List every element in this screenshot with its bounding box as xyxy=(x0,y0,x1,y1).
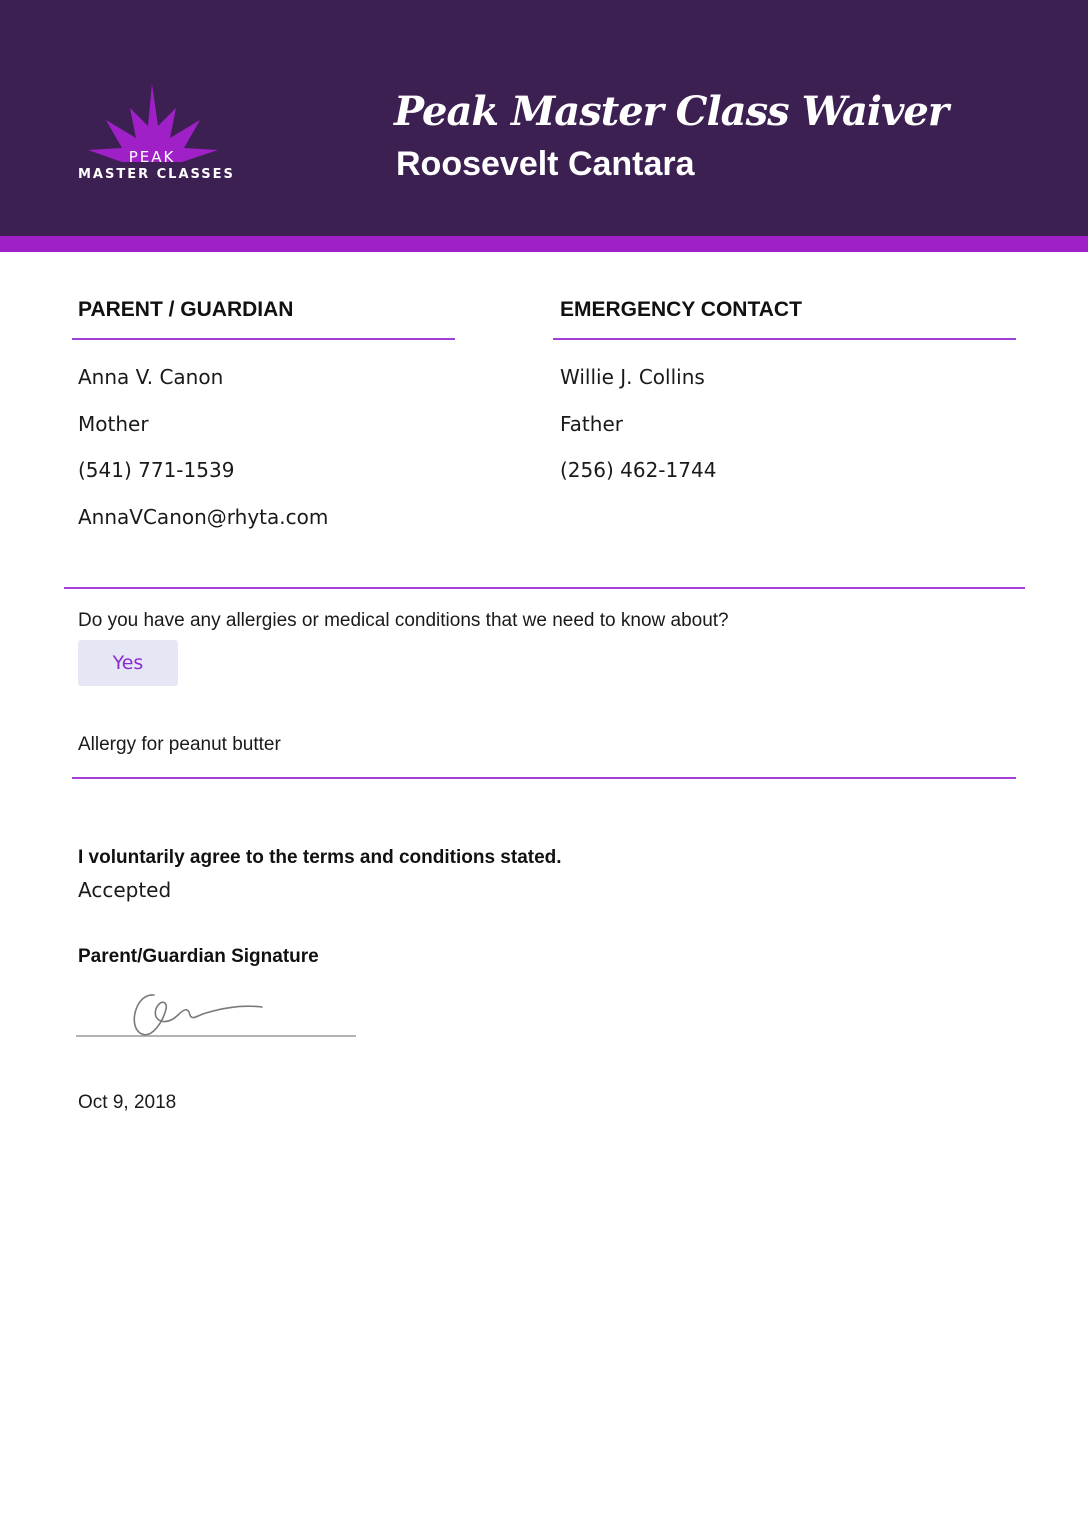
agreement-statement: I voluntarily agree to the terms and conditions stated. xyxy=(78,847,562,868)
medical-bottom-divider xyxy=(72,777,1016,779)
signature-date: Oct 9, 2018 xyxy=(78,1092,177,1113)
parent-email: AnnaVCanon@rhyta.com xyxy=(78,505,329,529)
emergency-phone: (256) 462-1744 xyxy=(560,458,717,482)
logo xyxy=(78,80,235,190)
parent-relation: Mother xyxy=(78,412,149,436)
signature-image xyxy=(76,985,358,1043)
logo-subtitle-text: MASTER CLASSES xyxy=(78,167,235,182)
medical-question: Do you have any allergies or medical conditions that we need to know about? xyxy=(78,610,729,631)
emergency-name: Willie J. Collins xyxy=(560,365,705,389)
document-title: Peak Master Class Waiver xyxy=(394,88,948,135)
emergency-contact-divider xyxy=(553,338,1016,340)
logo-peak-text: PEAK xyxy=(128,148,176,166)
parent-phone: (541) 771-1539 xyxy=(78,458,235,482)
header-banner xyxy=(0,0,1088,236)
medical-answer-badge: Yes xyxy=(78,640,178,686)
emergency-relation: Father xyxy=(560,412,623,436)
medical-top-divider xyxy=(64,587,1025,589)
signature-label: Parent/Guardian Signature xyxy=(78,946,319,967)
parent-guardian-heading: PARENT / GUARDIAN xyxy=(78,298,294,321)
participant-name: Roosevelt Cantara xyxy=(396,145,695,183)
medical-details: Allergy for peanut butter xyxy=(78,734,281,755)
parent-name: Anna V. Canon xyxy=(78,365,224,389)
parent-guardian-divider xyxy=(72,338,455,340)
agreement-status: Accepted xyxy=(78,878,172,902)
emergency-contact-heading: EMERGENCY CONTACT xyxy=(560,298,802,321)
header-accent-bar xyxy=(0,236,1088,252)
